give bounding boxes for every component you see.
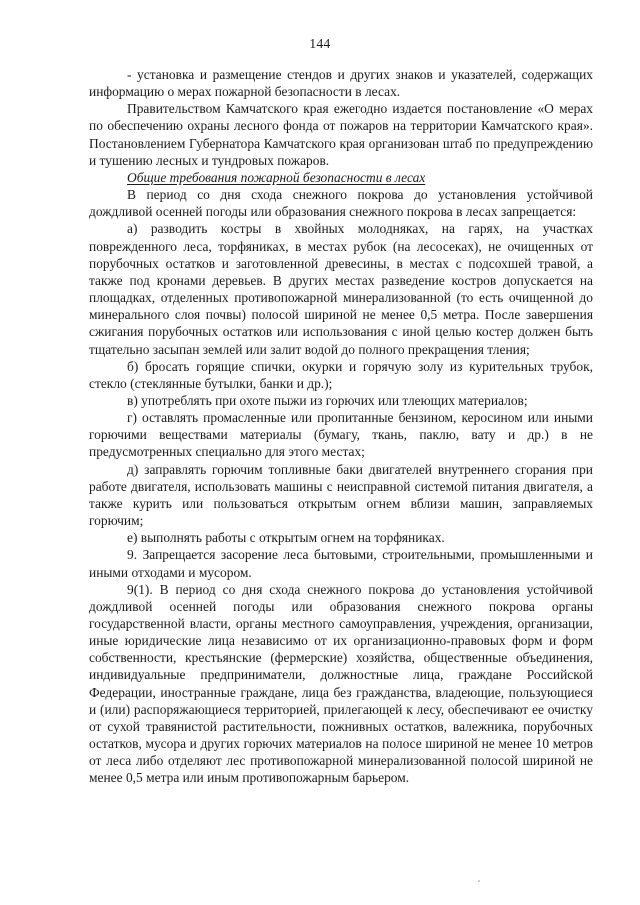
- list-item-d-oily-materials: г) оставлять промасленные или пропитанные бензином, керосином или иными горючими веществами материалы (бумагу, ткань, паклю, вату и др.) в не предусмотренных специально для этого местах;: [89, 410, 593, 460]
- page-number: 144: [309, 36, 331, 51]
- scan-speck: [478, 880, 480, 882]
- paragraph-prohibitions-intro: В период со дня схода снежного покрова до установления устойчивой дождливой осенней погоды или образования снежного покрова в лесах запрещается:: [89, 187, 593, 220]
- paragraph-stands-installation: - установка и размещение стендов и других знаков и указателей, содержащих информацию о мерах пожарной безопасности в лесах.: [89, 67, 593, 100]
- paragraph-clause-9-1: 9(1). В период со дня схода снежного покрова до установления устойчивой дождливой осенней погоды или образования снежного покрова органы государственной власти, органы местного самоуправления, учреждения, организации, иные юридические лица независимо от их организационно-правовых форм и форм собственности, крестьянские (фермерские) хозяйства, общественные объединения, индивидуальные предприниматели, должностные лица, граждане Российской Федерации, иностранные граждане, лица без гражданства, владеющие, пользующиеся и (или) распоряжающиеся территорией, прилегающей к лесу, обеспечивают ее очистку от сухой травянистой растительности, пожнивных остатков, валежника, порубочных остатков, мусора и других горючих материалов на полосе шириной не менее 10 метров от леса либо отделяют лес противопожарной минерализованной полосой шириной не менее 0,5 метра или иным противопожарным барьером.: [89, 581, 593, 786]
- list-item-a-campfires: а) разводить костры в хвойных молодняках, на гарях, на участках поврежденного леса, торфяниках, в местах рубок (на лесосеках), не очищенных от порубочных остатков и заготовленной древесины, в местах с подсохшей травой, а также под кронами деревьев. В других местах разведение костров допускается на площадках, отделенных противопожарной минерализованной (то есть очищенной до минерального слоя почвы) полосой шириной не менее 0,5 метра. После завершения сжигания порубочных остатков или использования с иной целью костер должен быть тщательно засыпан землей или залит водой до полного прекращения тления;: [89, 221, 593, 357]
- list-item-b-matches: б) бросать горящие спички, окурки и горячую золу из курительных трубок, стекло (стеклянные бутылки, банки и др.);: [89, 358, 593, 391]
- paragraph-clause-9: 9. Запрещается засорение леса бытовыми, строительными, промышленными и иными отходами и мусором.: [89, 547, 593, 580]
- list-item-c-wads: в) употреблять при охоте пыжи из горючих или тлеющих материалов;: [127, 392, 528, 408]
- list-item-f-peatlands: е) выполнять работы с открытым огнем на торфяниках.: [127, 530, 445, 546]
- document-body: [89, 66, 593, 787]
- paragraph-government-resolution: Правительством Камчатского края ежегодно издается постановление «О мерах по обеспечению охраны лесного фонда от пожаров на территории Камчатского края». Постановлением Губернатора Камчатского края организован штаб по предупреждению и тушению лесных и тундровых пожаров.: [89, 101, 593, 168]
- section-heading-general-requirements: Общие требования пожарной безопасности в лесах: [127, 169, 426, 185]
- list-item-e-refueling: д) заправлять горючим топливные баки двигателей внутреннего сгорания при работе двигателя, использовать машины с неисправной системой питания двигателя, а также курить или пользоваться открытым огнем вблизи машин, заправляемых горючим;: [89, 461, 593, 529]
